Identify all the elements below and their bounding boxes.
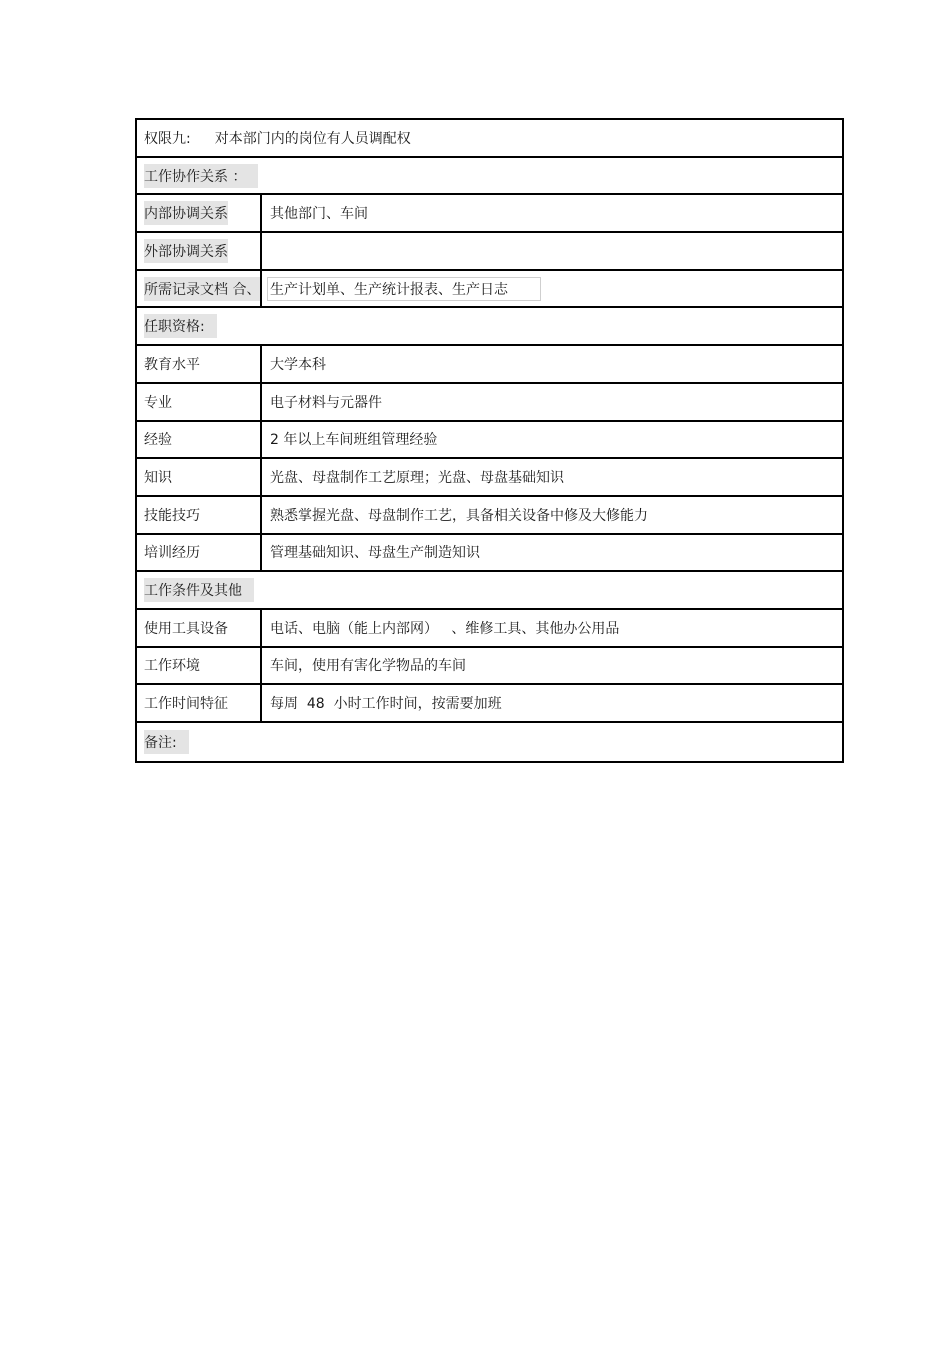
row-internal [137,195,842,233]
cell-value [262,271,541,307]
row-knowledge [137,459,842,497]
authority-prefix: 权限九: [144,130,191,147]
row-training [137,535,842,573]
value-records: 生产计划单、生产统计报表、生产日志 [267,277,541,301]
remarks-label: 备注: [144,730,189,754]
row-tools [137,610,842,648]
row-qualification-header [137,308,842,346]
label-external: 外部协调关系 [144,239,228,263]
label-education: 教育水平 [137,346,262,382]
value-hours: 每周 48 小时工作时间，按需要加班 [270,696,502,713]
row-records [137,271,842,309]
row-hours [137,685,842,723]
row-collab-header [137,158,842,196]
row-experience [137,422,842,460]
label-major: 专业 [137,384,262,420]
value-education: 大学本科 [270,356,326,373]
section-heading-conditions: 工作条件及其他 [144,578,254,602]
authority-text: 对本部门内的岗位有人员调配权 [214,130,411,147]
label-experience: 经验 [137,422,262,458]
label-records: 所需记录文档 合、 [144,277,260,301]
row-environment [137,648,842,686]
row-conditions-header [137,572,842,610]
label-training: 培训经历 [137,535,262,571]
row-external [137,233,842,271]
row-skills [137,497,842,535]
row-education [137,346,842,384]
cell-label [137,271,262,307]
label-tools: 使用工具设备 [137,610,262,646]
value-tools: 电话、电脑（能上内部网） 、维修工具、其他办公用品 [270,620,620,637]
label-knowledge: 知识 [137,459,262,495]
label-environment: 工作环境 [137,648,262,684]
value-internal: 其他部门、车间 [270,206,368,223]
value-knowledge: 光盘、母盘制作工艺原理；光盘、母盘基础知识 [270,470,564,487]
value-major: 电子材料与元器件 [270,394,382,411]
value-skills: 熟悉掌握光盘、母盘制作工艺，具备相关设备中修及大修能力 [270,507,648,524]
value-external [262,233,270,269]
cell-label [137,195,262,231]
label-skills: 技能技巧 [137,497,262,533]
value-experience: 2 年以上车间班组管理经验 [270,432,438,449]
row-remarks [137,723,842,761]
value-environment: 车间，使用有害化学物品的车间 [270,658,466,675]
value-training: 管理基础知识、母盘生产制造知识 [270,545,480,562]
cell-label [137,233,262,269]
section-heading-collaboration: 工作协作关系 ： [144,164,258,188]
section-heading-qualification: 任职资格: [144,314,217,338]
row-authority-9 [137,120,842,158]
row-major [137,384,842,422]
label-internal: 内部协调关系 [144,201,228,225]
label-hours: 工作时间特征 [137,685,262,721]
job-description-table [135,118,844,763]
